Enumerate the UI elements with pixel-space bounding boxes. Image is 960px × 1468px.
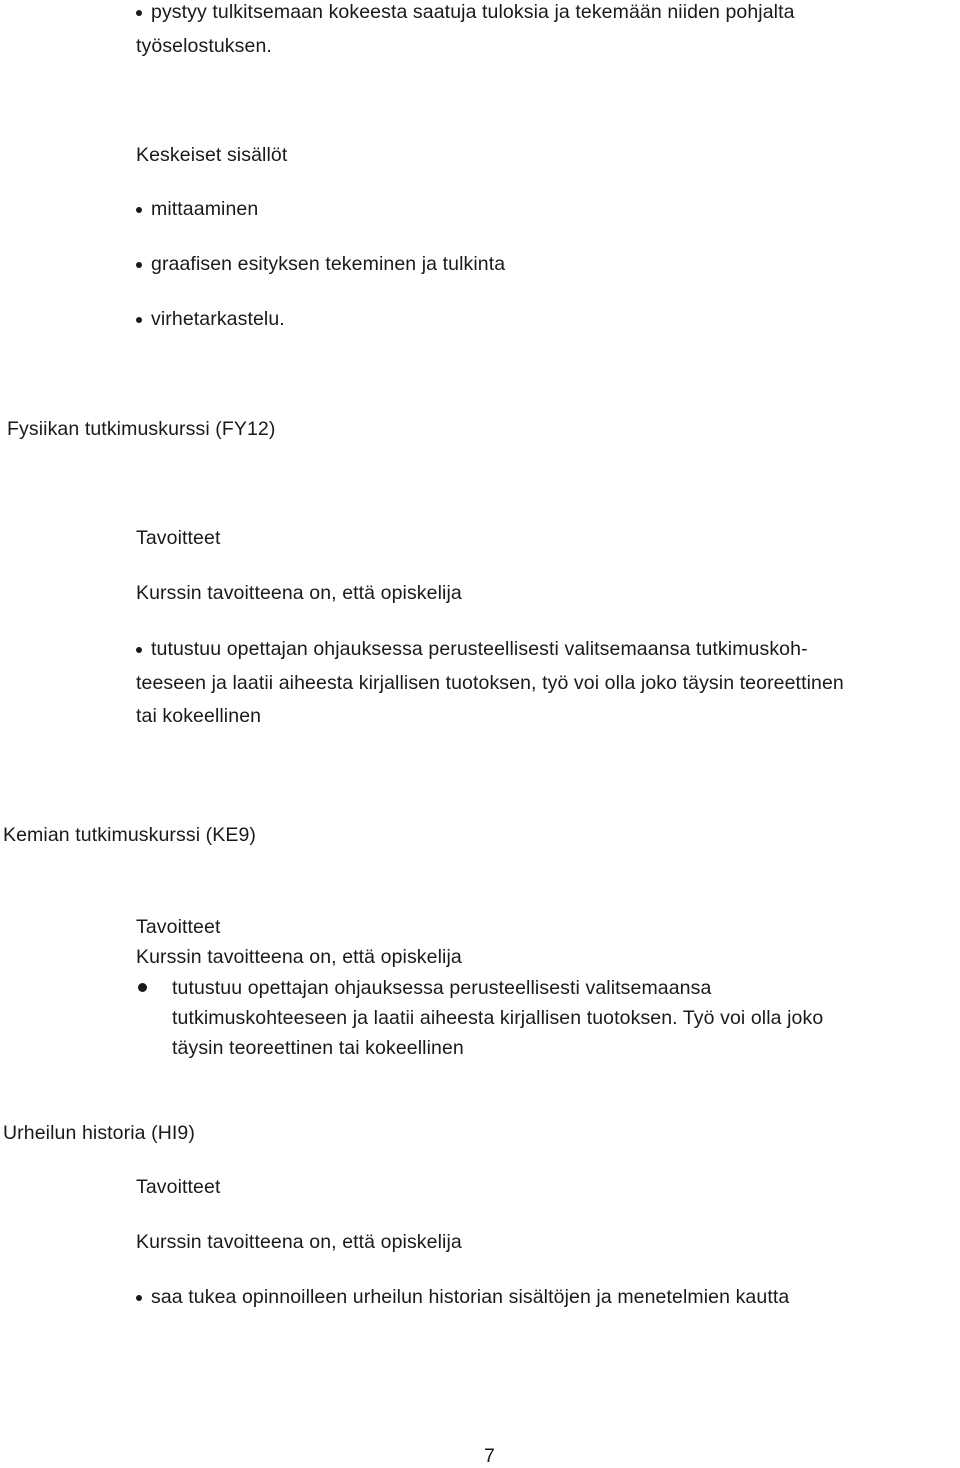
ke9-bullet-line-2: tutkimuskohteeseen ja laatii aiheesta kirjallisen tuotoksen. Työ voi olla joko <box>172 1007 824 1029</box>
fy12-bullet-line-2: teeseen ja laatii aiheesta kirjallisen tuotoksen, työ voi olla joko täysin teoreettinen <box>136 672 844 694</box>
goals-intro: Kurssin tavoitteena on, että opiskelija <box>136 946 462 968</box>
fy12-bullet-line-1: tutustuu opettajan ohjauksessa perusteellisesti valitsemaansa tutkimuskoh- <box>151 638 808 660</box>
bullet-marker <box>136 207 142 213</box>
ke9-bullet-line-1: tutustuu opettajan ohjauksessa perusteellisesti valitsemaansa <box>172 977 712 999</box>
list-item: graafisen esityksen tekeminen ja tulkinta <box>151 253 506 275</box>
fy12-bullet-line-3: tai kokeellinen <box>136 705 262 727</box>
page-number: 7 <box>484 1445 495 1467</box>
goals-intro: Kurssin tavoitteena on, että opiskelija <box>136 1231 462 1253</box>
course-heading-ke9: Kemian tutkimuskurssi (KE9) <box>3 824 257 846</box>
list-item: virhetarkastelu. <box>151 308 285 330</box>
bullet-marker <box>136 647 142 653</box>
intro-bullet-line-2: työselostuksen. <box>136 35 272 57</box>
bullet-marker <box>136 317 142 323</box>
bullet-marker <box>138 983 147 992</box>
bullet-marker <box>136 262 142 268</box>
course-heading-hi9: Urheilun historia (HI9) <box>3 1122 195 1144</box>
section-title-keskeiset: Keskeiset sisällöt <box>136 144 288 166</box>
course-heading-fy12: Fysiikan tutkimuskurssi (FY12) <box>7 418 276 440</box>
bullet-marker <box>136 10 142 16</box>
goals-intro: Kurssin tavoitteena on, että opiskelija <box>136 582 462 604</box>
list-item: mittaaminen <box>151 198 259 220</box>
goals-label: Tavoitteet <box>136 1176 221 1198</box>
bullet-marker <box>136 1295 142 1301</box>
ke9-bullet-line-3: täysin teoreettinen tai kokeellinen <box>172 1037 464 1059</box>
hi9-bullet-line-1: saa tukea opinnoilleen urheilun historian sisältöjen ja menetelmien kautta <box>151 1286 790 1308</box>
goals-label: Tavoitteet <box>136 527 221 549</box>
intro-bullet-line-1: pystyy tulkitsemaan kokeesta saatuja tuloksia ja tekemään niiden pohjalta <box>151 1 795 23</box>
goals-label: Tavoitteet <box>136 916 221 938</box>
